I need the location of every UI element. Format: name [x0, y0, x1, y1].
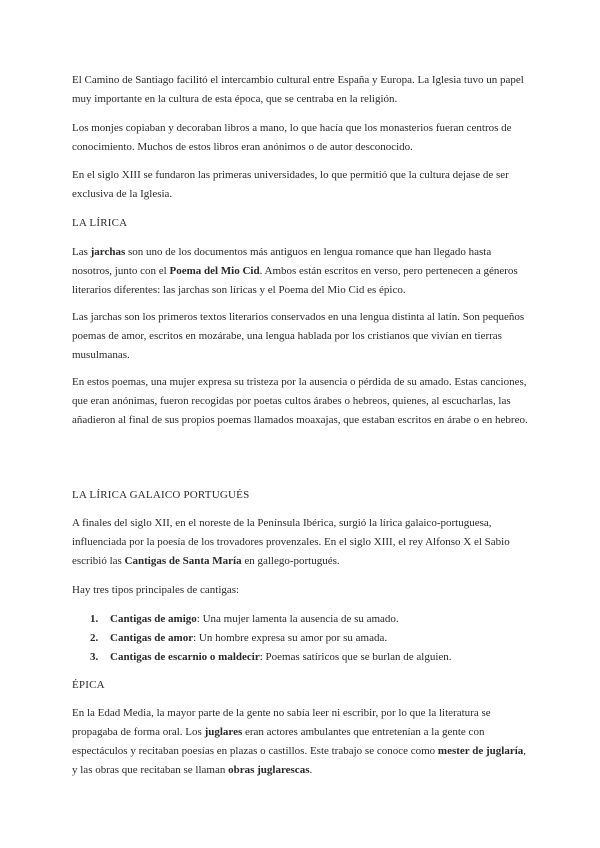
- list-item: 1. Cantigas de amigo: Una mujer lamenta la ausencia de su amado.: [90, 613, 399, 625]
- lirica-paragraph-1: Las jarchas son uno de los documentos más antiguos en lengua romance que han llegado hasta nosotros, junto con el Poema del Mio Cid. Ambos están escritos en verso, pero pertenecen a géneros literarios diferentes: las jarchas son líricas y el Poema del Mio Cid es épico.: [72, 246, 518, 296]
- list-item: 3. Cantigas de escarnio o maldecir: Poemas satíricos que se burlan de alguien.: [90, 651, 452, 663]
- intro-paragraph-3: En el siglo XIII se fundaron las primeras universidades, lo que permitió que la cultura dejase de ser exclusiva de la Iglesia.: [72, 169, 509, 200]
- epica-paragraph-1: En la Edad Media, la mayor parte de la gente no sabía leer ni escribir, por lo que la literatura se propagaba de forma oral. Los juglares eran actores ambulantes que entretenían a la gente con espectáculos y recitaban poesías en plazas o castillos. Este trabajo se conoce como mester de juglaría, y las obras que recitaban se llaman obras juglarescas.: [72, 707, 527, 776]
- intro-paragraph-2: Los monjes copiaban y decoraban libros a mano, lo que hacía que los monasterios fueran centros de conocimiento. Muchos de estos libros eran anónimos o de autor desconocido.: [72, 122, 512, 153]
- section-heading-lirica: LA LÍRICA: [72, 217, 128, 229]
- section-heading-epica: ÉPICA: [72, 679, 105, 691]
- lirica-paragraph-2: Las jarchas son los primeros textos literarios conservados en una lengua distinta al latín. Son pequeños poemas de amor, escritos en mozárabe, una lengua hablada por los cristianos que vivían en tierras musulmanas.: [72, 311, 525, 361]
- section-heading-galaico: LA LÍRICA GALAICO PORTUGUÉS: [72, 489, 250, 501]
- intro-paragraph-1: El Camino de Santiago facilitó el intercambio cultural entre España y Europa. La Iglesia tuvo un papel muy importante en la cultura de esta época, que se centraba en la religión.: [72, 74, 524, 105]
- cantigas-intro: Hay tres tipos principales de cantigas:: [72, 584, 240, 596]
- galaico-paragraph-1: A finales del siglo XII, en el noreste de la Península Ibérica, surgió la lírica galaico-portuguesa, influenciada por la poesía de los trovadores provenzales. En el siglo XIII, el rey Alfonso X el Sabio escribió las Cantigas de Santa María en gallego-portugués.: [72, 517, 510, 567]
- list-item: 2. Cantigas de amor: Un hombre expresa su amor por su amada.: [90, 632, 388, 644]
- cantigas-list: [72, 610, 534, 667]
- lirica-paragraph-3: En estos poemas, una mujer expresa su tristeza por la ausencia o pérdida de su amado. Estas canciones, que eran anónimas, fueron recogidas por poetas cultos árabes o hebreos, quienes, al escucharlas, las añadieron al final de sus propios poemas llamados moaxajas, que estaban escritos en árabe o en hebreo.: [72, 376, 528, 426]
